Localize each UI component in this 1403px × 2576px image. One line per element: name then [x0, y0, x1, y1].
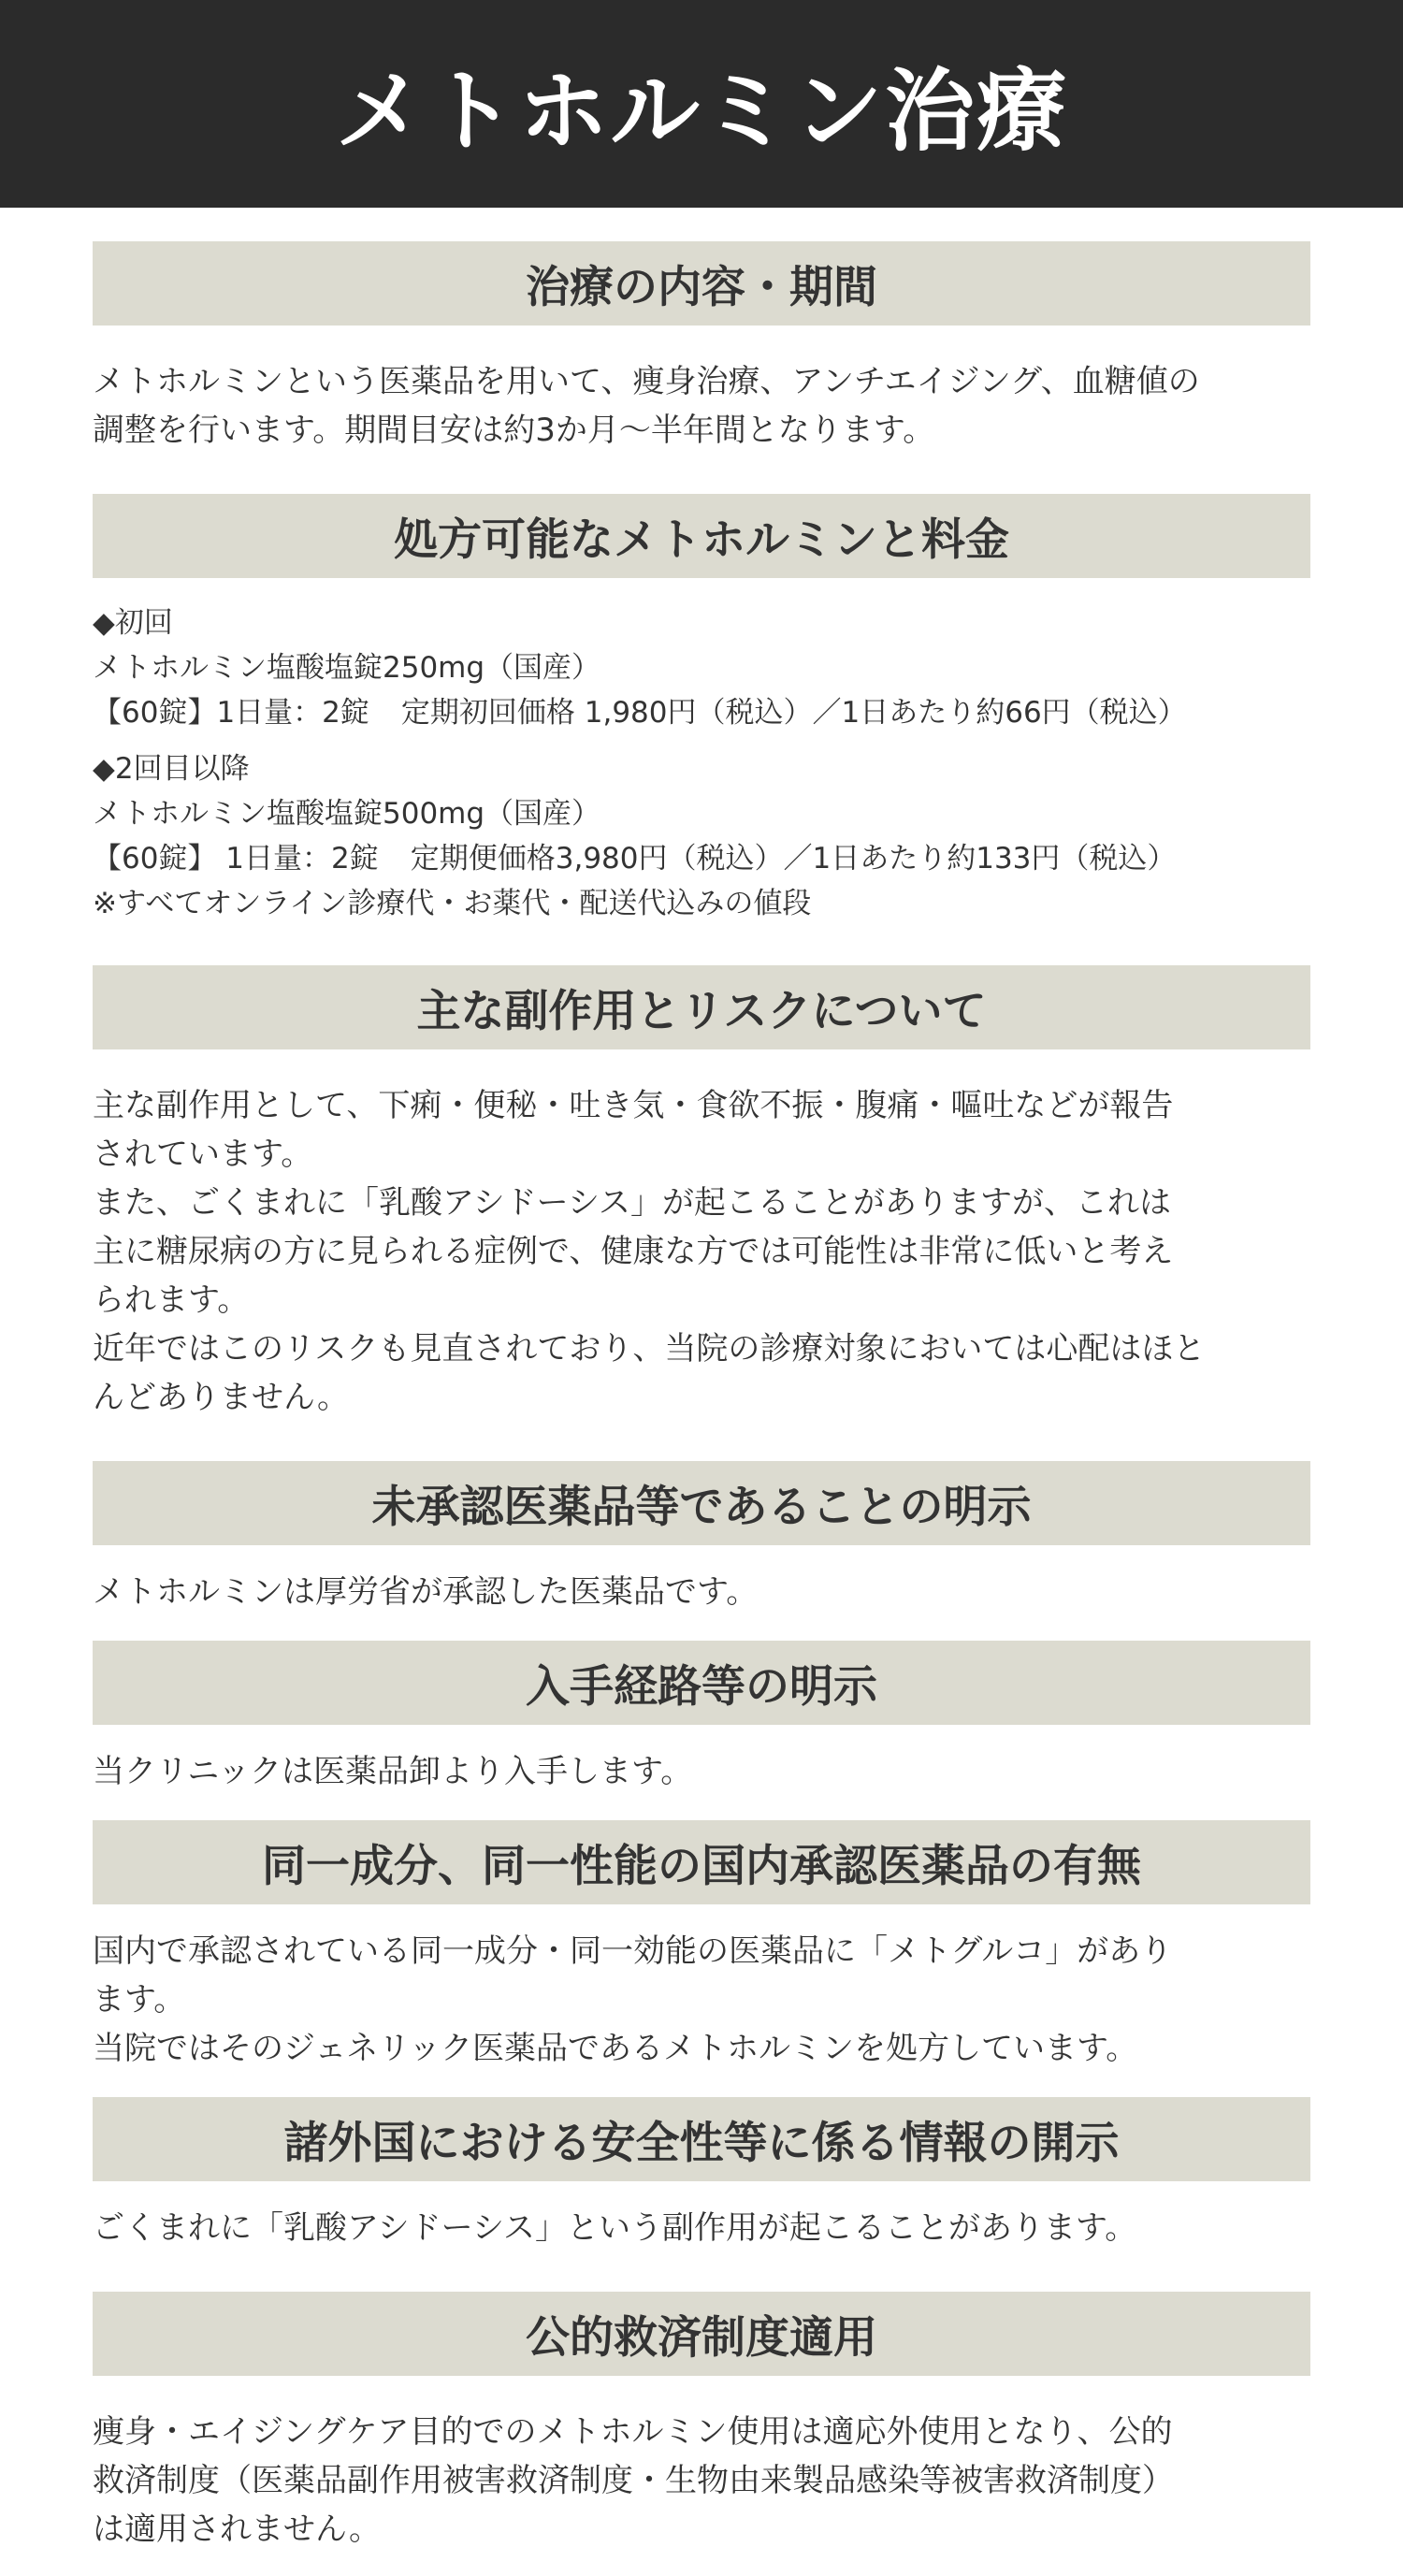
section-heading-foreign-safety: 諸外国における安全性等に係る情報の開示 — [93, 2097, 1310, 2181]
body-line: ます。 — [93, 1981, 186, 2019]
first-order-label: ◆初回 — [93, 606, 173, 640]
section-body-domestic-equivalent — [93, 1927, 1310, 2073]
section-heading-approval: 未承認医薬品等であることの明示 — [93, 1461, 1310, 1545]
body-line: ごくまれに「乳酸アシドーシス」という副作用が起こることがあります。 — [93, 2209, 1137, 2247]
body-line: 救済制度（医薬品副作用被害救済制度・生物由来製品感染等被害救済制度） — [93, 2462, 1174, 2499]
body-line: 主に糖尿病の方に見られる症例で、健康な方では可能性は非常に低いと考え — [93, 1233, 1174, 1270]
first-order-product: メトホルミン塩酸塩錠250mg（国産） — [93, 651, 601, 685]
body-line: 痩身・エイジングケア目的でのメトホルミン使用は適応外使用となり、公的 — [93, 2413, 1173, 2451]
body-line: 主な副作用として、下痢・便秘・吐き気・食欲不振・腹痛・嘔吐などが報告 — [93, 1087, 1174, 1124]
repeat-order-product: メトホルミン塩酸塩錠500mg（国産） — [93, 797, 601, 831]
body-line: 近年ではこのリスクも見直されており、当院の診療対象においては心配はほと — [93, 1330, 1206, 1368]
page-header — [0, 0, 1403, 208]
section-body-side-effects — [93, 1081, 1310, 1422]
body-line: メトホルミンは厚労省が承認した医薬品です。 — [93, 1573, 759, 1611]
body-line: されています。 — [93, 1136, 313, 1173]
body-line: メトホルミンという医薬品を用いて、痩身治療、アンチエイジング、血糖値の — [93, 363, 1200, 400]
body-line: 当院ではそのジェネリック医薬品であるメトホルミンを処方しています。 — [93, 2030, 1138, 2067]
section-heading-relief-system: 公的救済制度適用 — [93, 2292, 1310, 2376]
repeat-order-dose: 【60錠】 1日量：2錠 — [93, 842, 379, 876]
section-body-foreign-safety — [93, 2204, 1310, 2252]
body-line: また、ごくまれに「乳酸アシドーシス」が起こることがありますが、これは — [93, 1184, 1171, 1222]
section-body-relief-system — [93, 2408, 1310, 2554]
pricing-list — [93, 601, 1310, 926]
pricing-note: ※すべてオンライン診療代・お薬代・配送代込みの値段 — [93, 887, 812, 920]
page-title: メトホルミン治療 — [335, 58, 1068, 164]
body-line: られます。 — [93, 1281, 250, 1319]
body-line: 調整を行います。期間目安は約3か月〜半年間となります。 — [93, 412, 935, 449]
section-heading-side-effects: 主な副作用とリスクについて — [93, 965, 1310, 1049]
section-body-approval — [93, 1568, 1310, 1616]
section-body-treatment — [93, 357, 1310, 455]
first-order-terms — [93, 690, 1310, 735]
body-line: は適用されません。 — [93, 2511, 382, 2548]
body-line: んどありません。 — [93, 1379, 350, 1416]
repeat-order-price: 定期便価格3,980円（税込）／1日あたり約133円（税込） — [410, 842, 1177, 876]
body-line: 国内で承認されている同一成分・同一効能の医薬品に「メトグルコ」があり — [93, 1932, 1173, 1970]
section-heading-pricing: 処方可能なメトホルミンと料金 — [93, 494, 1310, 578]
first-order-price: 定期初回価格 1,980円（税込）／1日あたり約66円（税込） — [400, 696, 1187, 730]
main-content — [93, 208, 1310, 2554]
repeat-order-label: ◆2回目以降 — [93, 752, 250, 786]
section-heading-domestic-equivalent: 同一成分、同一性能の国内承認医薬品の有無 — [93, 1820, 1310, 1904]
repeat-order-terms — [93, 836, 1310, 881]
section-heading-source: 入手経路等の明示 — [93, 1641, 1310, 1725]
first-order-dose: 【60錠】1日量：2錠 — [93, 696, 369, 730]
section-heading-treatment: 治療の内容・期間 — [93, 241, 1310, 326]
section-body-source — [93, 1747, 1310, 1796]
body-line: 当クリニックは医薬品卸より入手します。 — [93, 1753, 693, 1790]
